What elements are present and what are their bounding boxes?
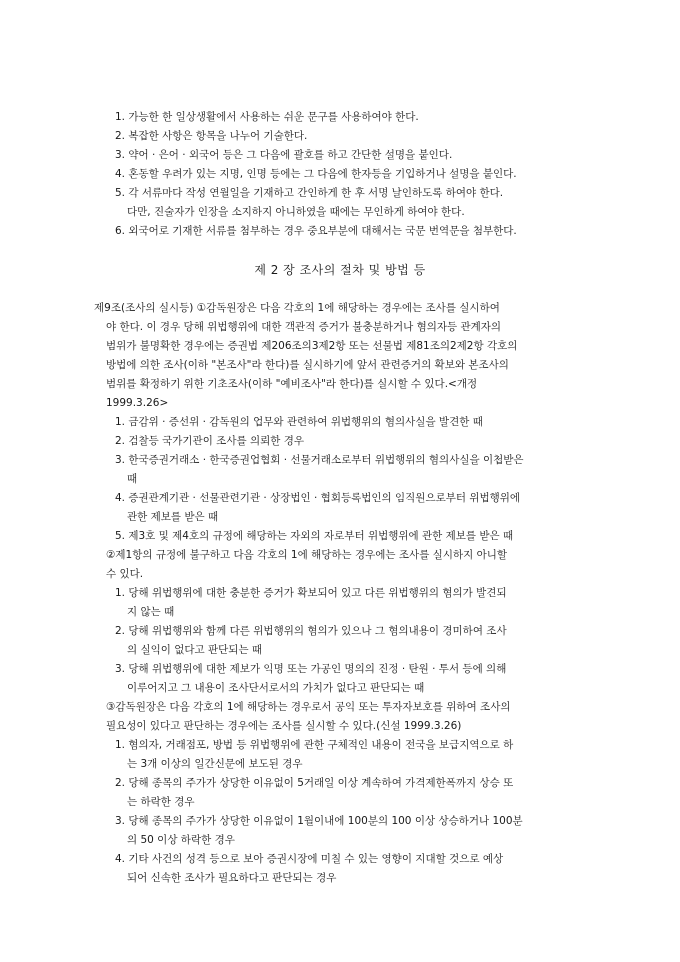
- list-item-continuation: 는 하락한 경우: [127, 796, 195, 808]
- list-item-continuation: 이루어지고 그 내용이 조사단서로서의 가치가 없다고 판단되는 때: [127, 682, 425, 694]
- list-item: 5. 제3호 및 제4호의 규정에 해당하는 자외의 자로부터 위법행위에 관한 제보를 받은 때: [115, 530, 514, 542]
- list-item: 2. 복잡한 사항은 항목을 나누어 기술한다.: [115, 130, 308, 142]
- list-item-continuation: 다만, 진술자가 인장을 소지하지 아니하였을 때에는 무인하게 하여야 한다.: [127, 206, 465, 218]
- list-item: 3. 약어 · 은어 · 외국어 등은 그 다음에 괄호를 하고 간단한 설명을 붙인다.: [115, 149, 453, 161]
- list-item-continuation: 는 3개 이상의 일간신문에 보도된 경우: [127, 758, 303, 770]
- paragraph-line: 범위가 불명확한 경우에는 증권법 제206조의3제2항 또는 선물법 제81조의2제2항 각호의: [106, 340, 518, 352]
- paragraph-line: 방법에 의한 조사(이하 "본조사"라 한다)를 실시하기에 앞서 관련증거의 확보와 본조사의: [106, 359, 509, 371]
- list-item-continuation: 때: [127, 473, 138, 485]
- list-item: 2. 당해 종목의 주가가 상당한 이유없이 5거래일 이상 계속하여 가격제한폭까지 상승 또: [115, 777, 514, 789]
- list-item: 1. 금감위 · 증선위 · 감독원의 업무와 관련하여 위법행위의 혐의사실을 발견한 때: [115, 416, 483, 428]
- paragraph-line: 수 있다.: [106, 568, 144, 580]
- list-item: 1. 가능한 한 일상생활에서 사용하는 쉬운 문구를 사용하여야 한다.: [115, 111, 419, 123]
- list-item-continuation: 관한 제보를 받은 때: [127, 511, 219, 523]
- list-item-continuation: 되어 신속한 조사가 필요하다고 판단되는 경우: [127, 872, 337, 884]
- paragraph-line: ②제1항의 규정에 불구하고 다음 각호의 1에 해당하는 경우에는 조사를 실시하지 아니할: [106, 549, 508, 561]
- list-item-continuation: 의 50 이상 하락한 경우: [127, 834, 235, 846]
- paragraph-line: 야 한다. 이 경우 당해 위법행위에 대한 객관적 증거가 불충분하거나 혐의자등 관계자의: [106, 321, 502, 333]
- list-item-continuation: 의 실익이 없다고 판단되는 때: [127, 644, 263, 656]
- list-item: 1. 당해 위법행위에 대한 충분한 증거가 확보되어 있고 다른 위법행위의 혐의가 발견되: [115, 587, 507, 599]
- list-item: 4. 증권관계기관 · 선물관련기관 · 상장법인 · 협회등록법인의 임직원으로부터 위법행위에: [115, 492, 521, 504]
- list-item: 2. 검찰등 국가기관이 조사를 의뢰한 경우: [115, 435, 304, 447]
- list-item: 1. 혐의자, 거래점포, 방법 등 위법행위에 관한 구체적인 내용이 전국을 보급지역으로 하: [115, 739, 514, 751]
- list-item: 3. 당해 종목의 주가가 상당한 이유없이 1월이내에 100분의 100 이상 상승하거나 100분: [115, 815, 523, 827]
- list-item: 2. 당해 위법행위와 함께 다른 위법행위의 혐의가 있으나 그 혐의내용이 경미하여 조사: [115, 625, 507, 637]
- paragraph-line: 필요성이 있다고 판단하는 경우에는 조사를 실시할 수 있다.(신설 1999.3.26): [106, 720, 462, 732]
- paragraph-line: ③감독원장은 다음 각호의 1에 해당하는 경우로서 공익 또는 투자자보호를 위하여 조사의: [106, 701, 511, 713]
- list-item-continuation: 지 않는 때: [127, 606, 175, 618]
- list-item: 4. 혼동할 우려가 있는 지명, 인명 등에는 그 다음에 한자등을 기입하거나 설명을 붙인다.: [115, 168, 517, 180]
- list-item: 5. 각 서류마다 작성 연월일을 기재하고 간인하게 한 후 서명 날인하도록 하여야 한다.: [115, 187, 504, 199]
- list-item: 4. 기타 사건의 성격 등으로 보아 증권시장에 미칠 수 있는 영향이 지대할 것으로 예상: [115, 853, 504, 865]
- chapter-heading: 제 2 장 조사의 절차 및 방법 등: [254, 263, 426, 277]
- list-item: 3. 한국증권거래소 · 한국증권업협회 · 선물거래소로부터 위법행위의 혐의사실을 이첩받은: [115, 454, 524, 466]
- paragraph-line: 1999.3.26>: [106, 397, 169, 409]
- article-title-line: 제9조(조사의 실시등) ①감독원장은 다음 각호의 1에 해당하는 경우에는 조사를 실시하여: [94, 302, 500, 314]
- list-item: 6. 외국어로 기재한 서류를 첨부하는 경우 중요부분에 대해서는 국문 번역문을 첨부한다.: [115, 225, 517, 237]
- list-item: 3. 당해 위법행위에 대한 제보가 익명 또는 가공인 명의의 진정 · 탄원 · 투서 등에 의해: [115, 663, 507, 675]
- paragraph-line: 범위를 확정하기 위한 기초조사(이하 "예비조사"라 한다)를 실시할 수 있다.<개정: [106, 378, 478, 390]
